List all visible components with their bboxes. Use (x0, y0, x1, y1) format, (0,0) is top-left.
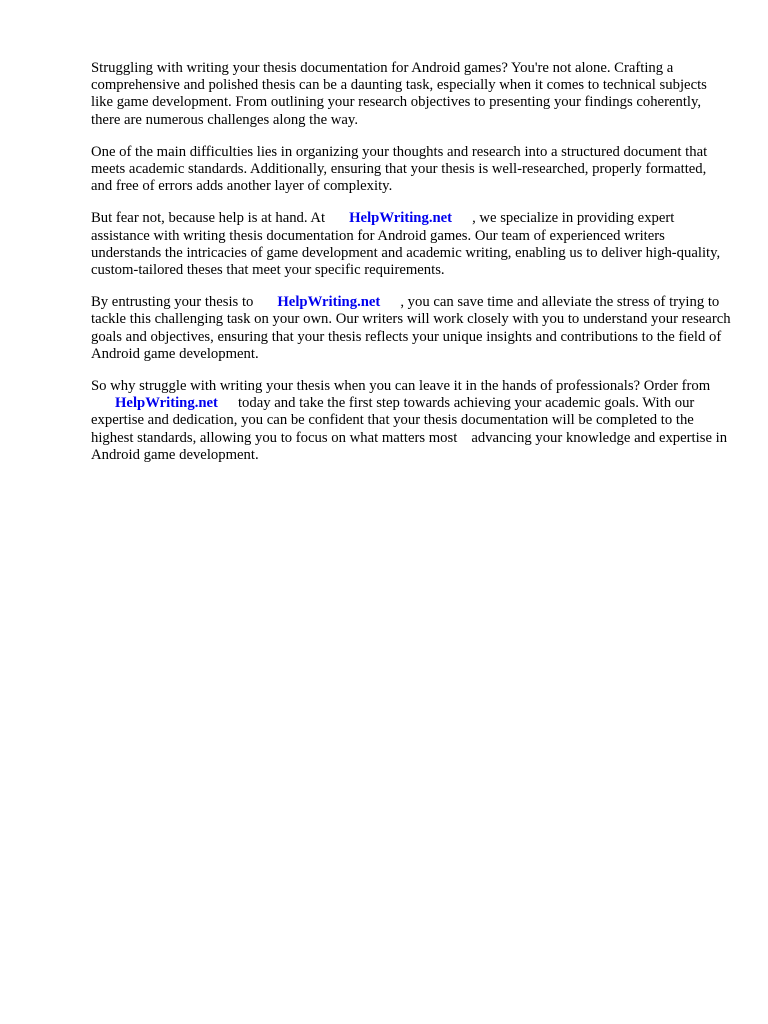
paragraph-order-text-after-1: today and take the first step towards achieving your academic goals. With our expertise and dedication, you can be confident that your thesis documentation will be completed to the highest standards, allowing you to focus on what matters most (91, 395, 695, 446)
paragraph-help-text-after: , we specialize in providing expert assistance with writing thesis documentation for Android games. Our team of experienced writers understands the intricacies of game development and academic writing, enabling us to deliver high-quality, custom-tailored theses that meet your specific requirements. (91, 210, 721, 279)
paragraph-help (91, 210, 731, 279)
paragraph-order-text-before: So why struggle with writing your thesis when you can leave it in the hands of professionals? Order from (91, 378, 711, 395)
paragraph-entrusting (91, 294, 731, 363)
paragraph-entrusting-text-before: By entrusting your thesis to (91, 294, 254, 311)
document-body (91, 60, 731, 479)
helpwriting-link-2[interactable]: HelpWriting.net (277, 294, 381, 311)
paragraph-intro: Struggling with writing your thesis documentation for Android games? You're not alone. Crafting a comprehensive and polished thesis can be a daunting task, especially when it comes to technical subjects like game development. From outlining your research objectives to presenting your findings coherently, there are numerous challenges along the way. (91, 60, 707, 128)
paragraph-entrusting-text-after: , you can save time and alleviate the stress of trying to tackle this challenging task on your own. Our writers will work closely with you to understand your research goals and objectives, ensuring that your thesis reflects your unique insights and contributions to the field of Android game development. (91, 294, 731, 362)
paragraph-difficulties: One of the main difficulties lies in organizing your thoughts and research into a structured document that meets academic standards. Additionally, ensuring that your thesis is well-researched, properly formatted, and free of errors adds another layer of complexity. (91, 143, 708, 195)
helpwriting-link-1[interactable]: HelpWriting.net (349, 210, 453, 227)
paragraph-order-text-after-2: advancing your knowledge and expertise in Android game development. (91, 429, 728, 463)
paragraph-order (91, 378, 731, 464)
paragraph-help-text-before: But fear not, because help is at hand. At (91, 210, 326, 227)
helpwriting-link-3[interactable]: HelpWriting.net (115, 395, 218, 412)
